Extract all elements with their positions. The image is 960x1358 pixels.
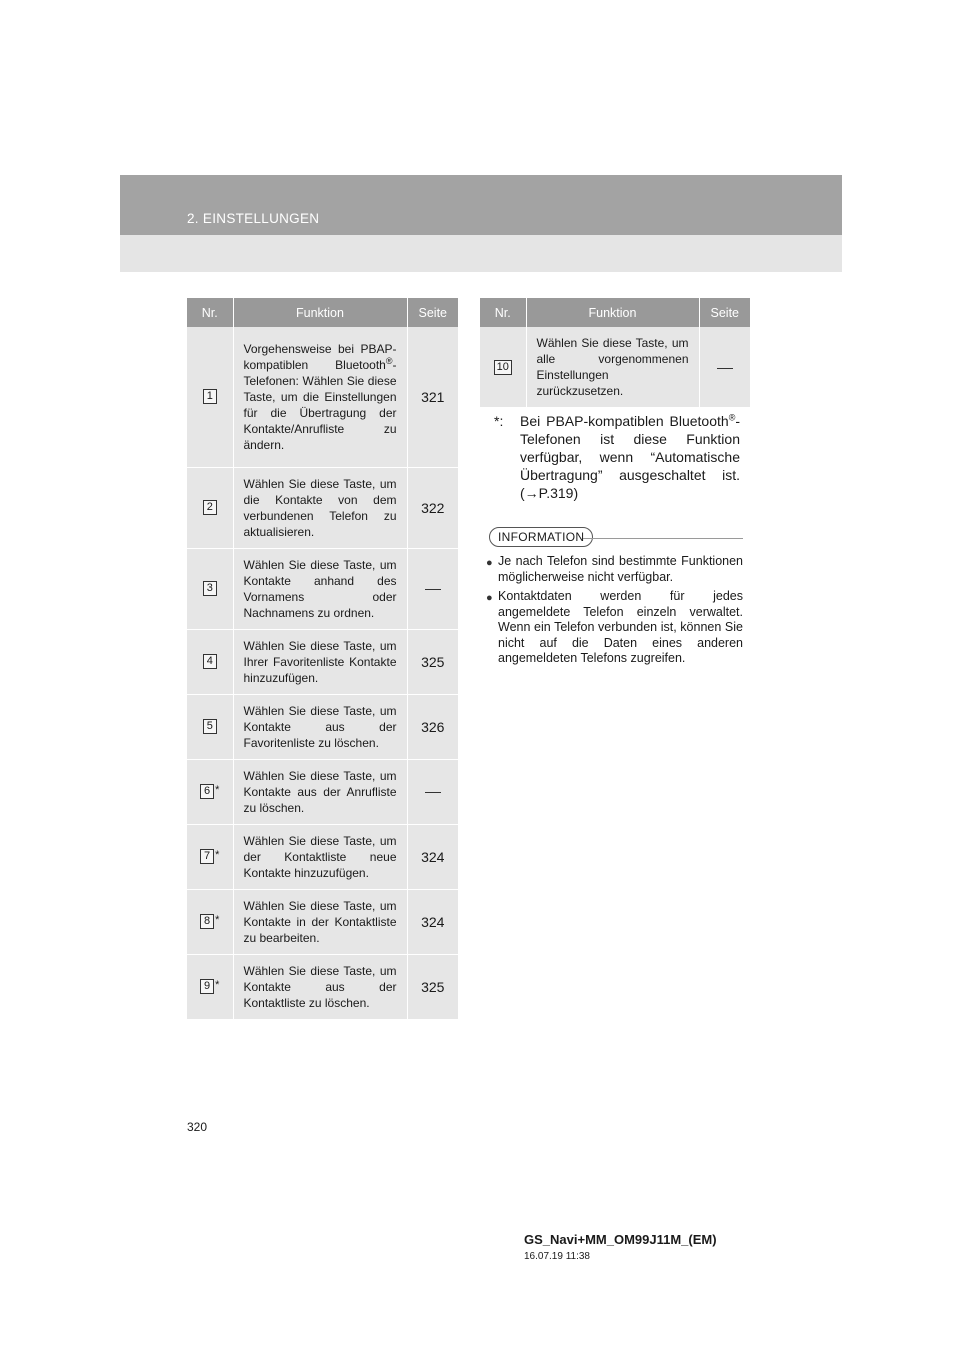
function-table-left xyxy=(187,298,458,1020)
table-row xyxy=(187,824,458,889)
function-cell: Wählen Sie diese Taste, um Kontakte aus der Anrufliste zu löschen. xyxy=(233,759,407,824)
table-row xyxy=(187,467,458,548)
row-number-cell xyxy=(187,467,233,548)
number-box: 6 xyxy=(200,784,214,799)
table-row xyxy=(187,548,458,629)
col-header-nr: Nr. xyxy=(187,298,233,327)
row-number-cell xyxy=(187,548,233,629)
bullet-icon: ● xyxy=(486,592,493,604)
number-box: 5 xyxy=(203,719,217,734)
function-cell: Vorgehensweise bei PBAP-kompatiblen Bluetooth®-Telefonen: Wählen Sie diese Taste, um die Einstellungen für die Übertragung der Kontakte/Anrufliste zu ändern. xyxy=(233,327,407,467)
page-cell xyxy=(407,759,458,824)
footnote-marker: * xyxy=(215,848,220,861)
function-table-right xyxy=(480,298,750,408)
footnote xyxy=(494,412,740,502)
number-box: 2 xyxy=(203,500,217,515)
page-cell: 322 xyxy=(407,467,458,548)
page-cell xyxy=(407,548,458,629)
information-label: INFORMATION xyxy=(489,527,593,547)
row-number-cell xyxy=(187,694,233,759)
table-row xyxy=(187,694,458,759)
col-header-nr: Nr. xyxy=(480,298,526,327)
dash-icon xyxy=(425,792,441,793)
function-cell: Wählen Sie diese Taste, um der Kontaktliste neue Kontakte hinzuzufügen. xyxy=(233,824,407,889)
function-cell: Wählen Sie diese Taste, um Ihrer Favoritenliste Kontakte hinzuzufügen. xyxy=(233,629,407,694)
function-cell: Wählen Sie diese Taste, um alle vorgenommenen Einstellungen zurückzusetzen. xyxy=(526,327,699,408)
function-cell: Wählen Sie diese Taste, um Kontakte anhand des Vornamens oder Nachnamens zu ordnen. xyxy=(233,548,407,629)
function-cell: Wählen Sie diese Taste, um die Kontakte von dem verbundenen Telefon zu aktualisieren. xyxy=(233,467,407,548)
table-header-row xyxy=(480,298,750,327)
footnote-marker: * xyxy=(215,978,220,991)
number-box: 1 xyxy=(203,389,217,404)
table-row xyxy=(187,327,458,467)
col-header-seite: Seite xyxy=(699,298,750,327)
dash-icon xyxy=(425,589,441,590)
col-header-funktion: Funktion xyxy=(233,298,407,327)
footnote-text: Bei PBAP-kompatiblen Bluetooth®-Telefonen ist diese Funktion verfügbar, wenn “Automatische Übertragung” ausgeschaltet ist. (→P.319) xyxy=(520,412,740,501)
row-number-cell xyxy=(187,954,233,1019)
table-row xyxy=(187,759,458,824)
row-number-cell xyxy=(187,629,233,694)
number-box: 3 xyxy=(203,581,217,596)
page-cell: 325 xyxy=(407,954,458,1019)
print-timestamp: 16.07.19 11:38 xyxy=(524,1251,590,1262)
information-item: ● Kontaktdaten werden für jedes angemeldete Telefon einzeln verwaltet. Wenn ein Telefon verbunden ist, können Sie nicht auf die Daten eines anderen angemeldeten Telefons zugreifen. xyxy=(486,589,743,665)
number-box: 7 xyxy=(200,849,214,864)
table-row xyxy=(480,327,750,408)
function-cell: Wählen Sie diese Taste, um Kontakte aus der Kontaktliste zu löschen. xyxy=(233,954,407,1019)
footnote-marker: *: xyxy=(494,413,504,429)
row-number-cell xyxy=(480,327,526,408)
number-box: 10 xyxy=(494,360,512,375)
page-cell: 325 xyxy=(407,629,458,694)
bullet-icon: ● xyxy=(486,557,493,569)
row-number-cell xyxy=(187,889,233,954)
col-header-funktion: Funktion xyxy=(526,298,699,327)
page-cell xyxy=(699,327,750,408)
table-row xyxy=(187,889,458,954)
information-divider xyxy=(583,538,743,539)
page-cell: 324 xyxy=(407,889,458,954)
table-row xyxy=(187,629,458,694)
table-header-row xyxy=(187,298,458,327)
page-cell: 326 xyxy=(407,694,458,759)
row-number-cell xyxy=(187,824,233,889)
footnote-marker: * xyxy=(215,783,220,796)
section-title: 2. EINSTELLUNGEN xyxy=(187,211,320,226)
col-header-seite: Seite xyxy=(407,298,458,327)
page-number: 320 xyxy=(187,1120,208,1134)
row-number-cell xyxy=(187,759,233,824)
page-cell: 321 xyxy=(407,327,458,467)
header-bar xyxy=(120,175,842,235)
number-box: 4 xyxy=(203,654,217,669)
dash-icon xyxy=(717,368,733,369)
function-cell: Wählen Sie diese Taste, um Kontakte aus der Favoritenliste zu löschen. xyxy=(233,694,407,759)
number-box: 8 xyxy=(200,914,214,929)
footnote-marker: * xyxy=(215,913,220,926)
table-row xyxy=(187,954,458,1019)
number-box: 9 xyxy=(200,979,214,994)
row-number-cell xyxy=(187,327,233,467)
function-cell: Wählen Sie diese Taste, um Kontakte in der Kontaktliste zu bearbeiten. xyxy=(233,889,407,954)
document-code: GS_Navi+MM_OM99J11M_(EM) xyxy=(524,1232,717,1247)
information-list xyxy=(486,554,743,671)
page-cell: 324 xyxy=(407,824,458,889)
information-item: ● Je nach Telefon sind bestimmte Funktionen möglicherweise nicht verfügbar. xyxy=(486,554,743,584)
